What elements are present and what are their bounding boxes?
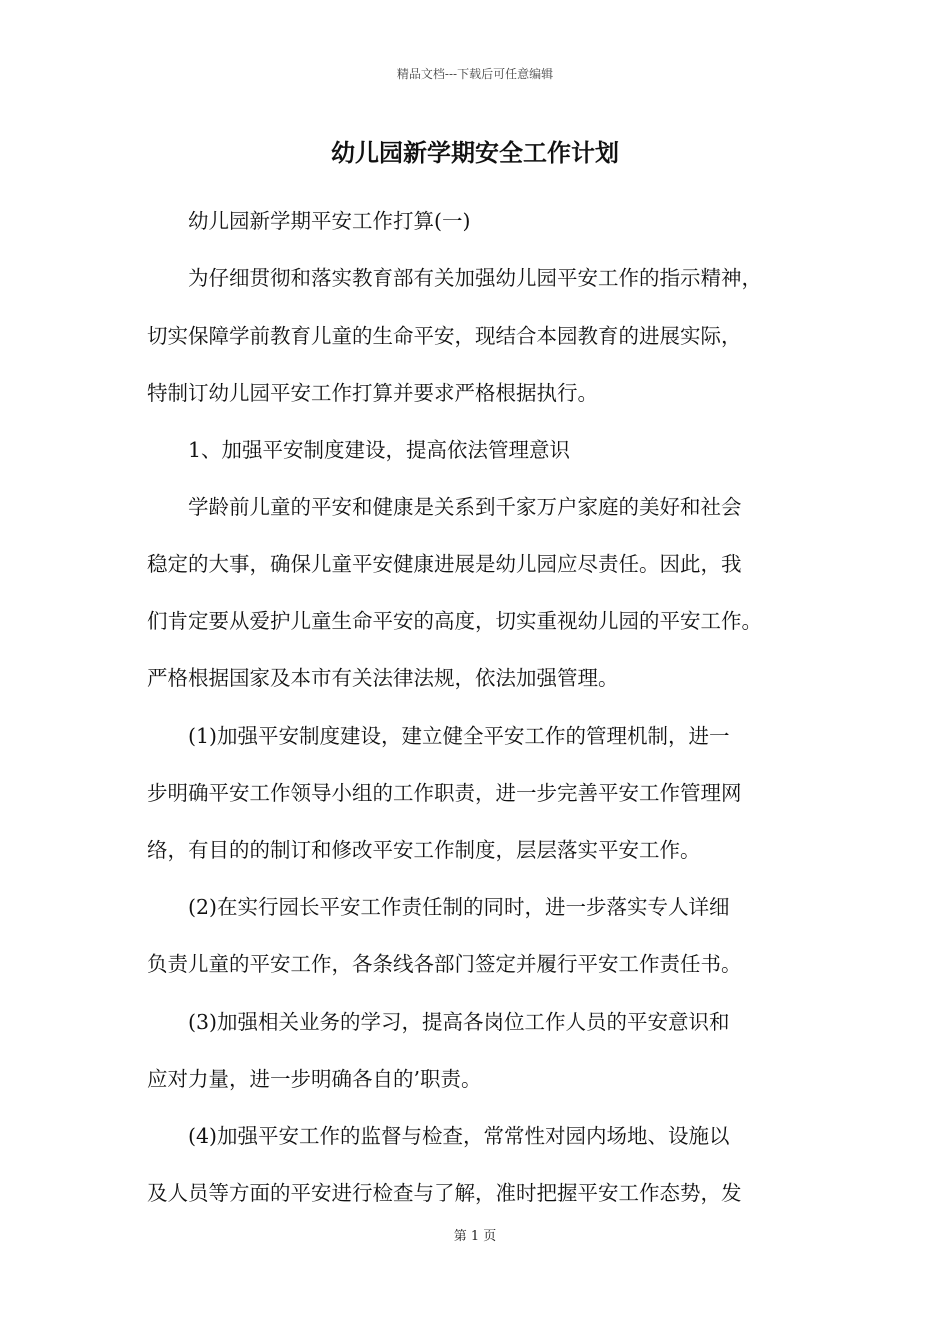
paragraph-line: 特制订幼儿园平安工作打算并要求严格根据执行。 [147, 381, 598, 405]
paragraph-line: 稳定的大事，确保儿童平安健康进展是幼儿园应尽责任。因此，我 [147, 552, 742, 576]
paragraph-line: 应对力量，进一步明确各自的’职责。 [147, 1067, 482, 1091]
paragraph-line: 络，有目的的制订和修改平安工作制度，层层落实平安工作。 [147, 838, 701, 862]
paragraph-line: 及人员等方面的平安进行检查与了解，准时把握平安工作态势，发 [147, 1181, 742, 1205]
paragraph-line: 负责儿童的平安工作，各条线各部门签定并履行平安工作责任书。 [147, 952, 742, 976]
paragraph-line: 切实保障学前教育儿童的生命平安，现结合本园教育的进展实际， [147, 324, 742, 348]
paragraph-line: (2)在实行园长平安工作责任制的同时，进一步落实专人详细 [188, 895, 730, 919]
document-title: 幼儿园新学期安全工作计划 [331, 138, 619, 167]
paragraph-line: 学龄前儿童的平安和健康是关系到千家万户家庭的美好和社会 [188, 495, 742, 519]
paragraph-line: 步明确平安工作领导小组的工作职责，进一步完善平安工作管理网 [147, 781, 742, 805]
paragraph-line: (3)加强相关业务的学习，提高各岗位工作人员的平安意识和 [188, 1010, 730, 1034]
page-header: 精品文档---下载后可任意编辑 [396, 67, 554, 81]
paragraph-line: (4)加强平安工作的监督与检查，常常性对园内场地、设施以 [188, 1124, 730, 1148]
numbered-heading: 1、加强平安制度建设，提高依法管理意识 [188, 438, 571, 462]
paragraph-line: 严格根据国家及本市有关法律法规，依法加强管理。 [147, 666, 619, 690]
page-number: 第 1 页 [453, 1229, 497, 1244]
paragraph-line: (1)加强平安制度建设，建立健全平安工作的管理机制，进一 [188, 724, 730, 748]
paragraph-line: 为仔细贯彻和落实教育部有关加强幼儿园平安工作的指示精神， [188, 266, 762, 290]
paragraph-line: 们肯定要从爱护儿童生命平安的高度，切实重视幼儿园的平安工作。 [147, 609, 762, 633]
section-heading: 幼儿园新学期平安工作打算(一) [188, 209, 471, 233]
